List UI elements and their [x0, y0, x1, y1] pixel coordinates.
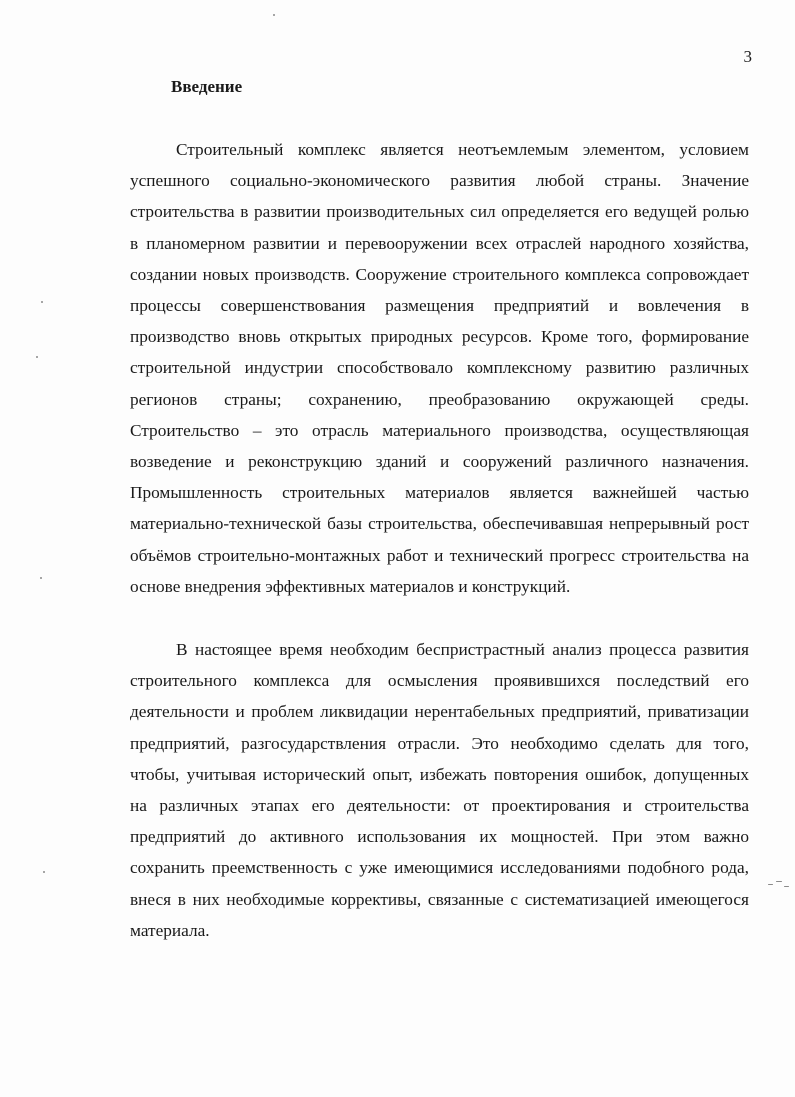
scan-speck — [776, 881, 782, 882]
scan-speck — [43, 871, 45, 873]
paragraph-1: Строительный комплекс является неотъемлемым элементом, условием успешного социально-экономического развития любой страны. Значение строительства в развитии производительных сил определяется его ведущей ролью в планомерном развитии и перевооружении всех отраслей народного хозяйства, создании новых производств. Сооружение строительного комплекса сопровождает процессы совершенствования размещения предприятий и вовлечения в производство вновь открытых природных ресурсов. Кроме того, формирование строительной индустрии способствовало комплексному развитию различных регионов страны; сохранению, преобразованию окружающей среды. Строительство – это отрасль материального производства, осуществляющая возведение и реконструкцию зданий и сооружений различного назначения. Промышленность строительных материалов является важнейшей частью материально-технической базы строительства, обеспечивавшая непрерывный рост объёмов строительно-монтажных работ и технический прогресс строительства на основе внедрения эффективных материалов и конструкций. — [130, 140, 749, 596]
section-heading: Введение — [171, 77, 243, 96]
scan-speck — [36, 356, 38, 358]
page-number: 3 — [743, 47, 752, 66]
scan-speck — [784, 886, 789, 887]
scan-speck — [768, 884, 773, 885]
scan-speck — [40, 577, 42, 579]
paragraph-2: В настоящее время необходим беспристрастный анализ процесса развития строительного комплекса для осмысления проявившихся последствий его деятельности и проблем ликвидации нерентабельных предприятий, приватизации предприятий, разгосударствления отрасли. Это необходимо сделать для того, чтобы, учитывая исторический опыт, избежать повторения ошибок, допущенных на различных этапах его деятельности: от проектирования и строительства предприятий до активного использования их мощностей. При этом важно сохранить преемственность с уже имеющимися исследованиями подобного рода, внеся в них необходимые коррективы, связанные с систематизацией имеющегося материала. — [130, 640, 749, 940]
scan-speck — [41, 301, 43, 303]
scan-speck — [273, 14, 275, 16]
